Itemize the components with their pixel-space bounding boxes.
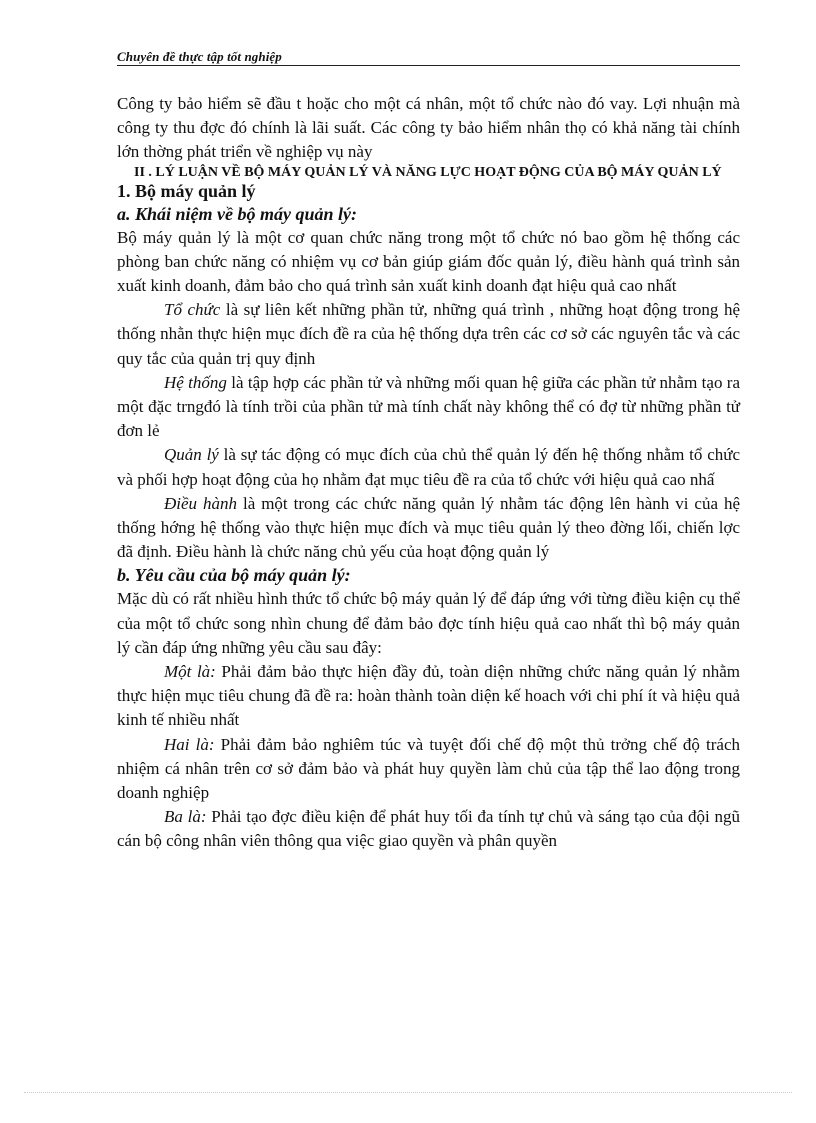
page-header xyxy=(117,48,740,66)
paragraph-definition: Bộ máy quản lý là một cơ quan chức năng trong một tổ chức nó bao gồm hệ thống các phòng ban chức năng có nhiệm vụ cơ bản giúp giám đốc quản lý, điều hành quá trình sản xuất kinh doanh, đảm bảo cho quá trình sản xuất kinh doanh đạt hiệu quả cao nhất xyxy=(117,227,740,296)
text-ba-la: Phải tạo đợc điều kiện để phát huy tối đa tính tự chủ và sáng tạo của đội ngũ cán bộ công nhân viên thông qua việc giao quyền và phân quyền xyxy=(117,807,740,851)
term-dieu-hanh: Điều hành xyxy=(164,493,238,513)
heading-2a: a. Khái niệm về bộ máy quản lý: xyxy=(117,203,357,224)
term-ba-la: Ba là: xyxy=(164,807,207,827)
heading-2b: b. Yêu cầu của bộ máy quản lý: xyxy=(117,565,351,586)
heading-1: 1. Bộ máy quản lý xyxy=(117,180,256,201)
page-bottom-rule xyxy=(24,1092,792,1093)
paragraph-mot-la xyxy=(117,660,740,733)
paragraph-hai-la xyxy=(117,733,740,806)
text-mot-la: Phải đảm bảo thực hiện đầy đủ, toàn diện những chức năng quản lý nhằm thực hiện mục tiêu chung đã đề ra: hoàn thành toàn diện kế hoach với chi phí ít và hiệu quả kinh tế nhiều nhất xyxy=(117,662,740,730)
text-hai-la: Phải đảm bảo nghiêm túc và tuyệt đối chế độ một thủ trởng chế độ trách nhiệm cá nhân trên cơ sở đảm bảo và phát huy quyền làm chủ của tập thể lao động trong doanh nghiệp xyxy=(117,734,740,803)
text-dieu-hanh: là một trong các chức năng quản lý nhằm tác động lên hành vi của hệ thống hớng hệ thống vào thực hiện mục đích và mục tiêu quản lý theo đờng lối, chiến lợc đã định. Điều hành là chức năng chủ yếu của hoạt động quản lý xyxy=(117,493,740,562)
paragraph-to-chuc xyxy=(117,298,740,371)
section-title: II . LÝ LUẬN VỀ BỘ MÁY QUẢN LÝ VÀ NĂNG LỰC HOẠT ĐỘNG CỦA BỘ MÁY QUẢN LÝ xyxy=(134,164,722,180)
paragraph-dieu-hanh xyxy=(117,492,740,565)
term-quan-ly: Quản lý xyxy=(164,445,219,465)
paragraph-requirements: Mặc dù có rất nhiều hình thức tổ chức bộ máy quản lý để đáp ứng với từng điều kiện cụ thể của một tổ chức song nhìn chung để đảm bảo đợc tính hiệu quả cao nhất thì bộ máy quản lý cần đáp ứng những yêu cầu sau đây: xyxy=(117,589,740,657)
paragraph-ba-la xyxy=(117,805,740,853)
term-hai-la: Hai là: xyxy=(164,734,215,754)
term-to-chuc: Tổ chức xyxy=(164,300,221,320)
text-to-chuc: là sự liên kết những phần tử, những quá trình , những hoạt động trong hệ thống nhằn thực hiện mục đích đề ra của hệ thống dựa trên các cơ sở các nguyên tắc và các quy tắc của quản trị quy định xyxy=(117,300,740,368)
text-quan-ly: là sự tác động có mục đích của chủ thể quản lý đến hệ thống nhằm tổ chức và phối hợp hoạt động của họ nhằm đạt mục tiêu đề ra của tổ chức với hiệu quả cao nhấ xyxy=(117,445,741,489)
paragraph-intro: Công ty bảo hiểm sẽ đầu t hoặc cho một cá nhân, một tổ chức nào đó vay. Lợi nhuận mà công ty thu đợc đó chính là lãi suất. Các công ty bảo hiểm nhân thọ có khả năng tài chính lớn thờng phát triển về nghiệp vụ này xyxy=(117,94,740,162)
term-mot-la: Một là: xyxy=(164,662,216,682)
paragraph-he-thong xyxy=(117,371,740,444)
document-body xyxy=(117,92,740,854)
paragraph-quan-ly xyxy=(117,443,740,491)
term-he-thong: Hệ thống xyxy=(164,372,227,392)
text-he-thong: là tập hợp các phần tử và những mối quan hệ giữa các phần tử nhằm tạo ra một đặc trngđó là tính trồi của phần tử mà tính chất này không thể có đợ từ những phần tử đơn lẻ xyxy=(117,372,740,441)
header-title: Chuyên đề thực tập tốt nghiệp xyxy=(117,49,282,64)
